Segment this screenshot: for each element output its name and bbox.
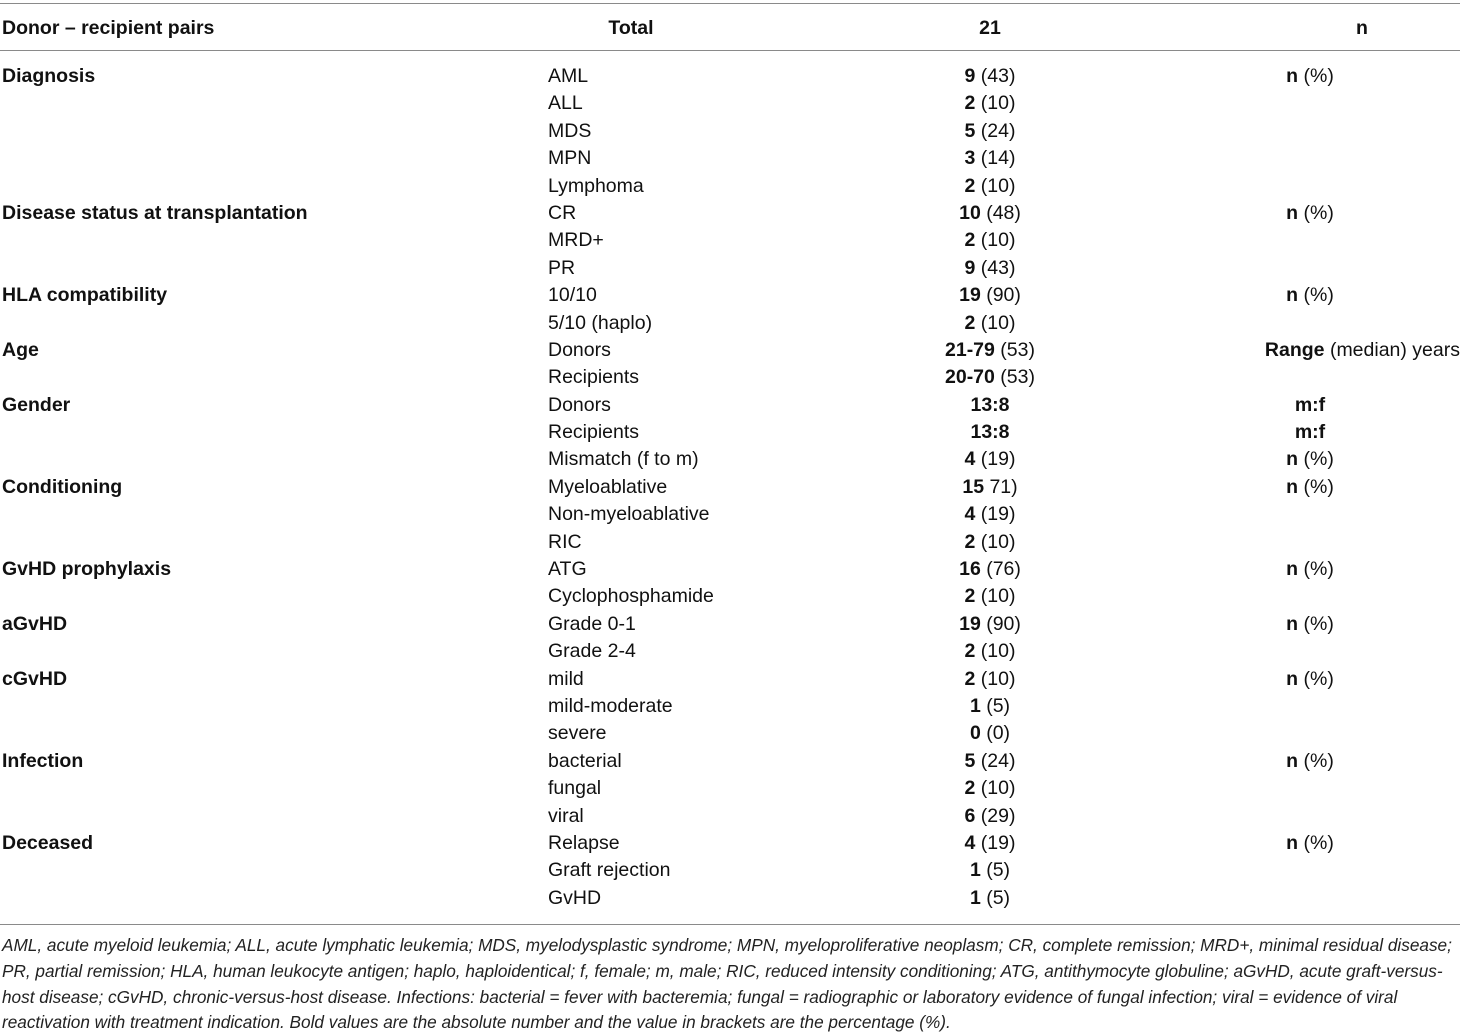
table-row xyxy=(0,145,1460,172)
row-value xyxy=(880,310,1100,337)
row-unit-suffix: (%) xyxy=(1298,612,1334,635)
row-value xyxy=(880,556,1100,583)
row-subcategory: GvHD xyxy=(548,886,602,909)
row-value xyxy=(880,775,1100,802)
table-row xyxy=(0,693,1460,720)
table-row xyxy=(0,227,1460,254)
row-subcategory: Grade 0-1 xyxy=(548,612,636,635)
row-unit xyxy=(1160,748,1460,775)
row-category: cGvHD xyxy=(2,667,68,690)
row-value-absolute: 0 xyxy=(969,722,981,745)
table-row xyxy=(0,529,1460,556)
row-unit-suffix: (%) xyxy=(1298,65,1334,87)
row-value-absolute: 2 xyxy=(964,311,976,334)
row-unit-suffix: (%) xyxy=(1298,749,1334,772)
row-value xyxy=(880,173,1100,200)
row-subcategory: Cyclophosphamide xyxy=(548,585,714,608)
row-value-absolute: 13:8 xyxy=(970,421,1010,444)
row-value xyxy=(880,392,1100,419)
table-row xyxy=(0,474,1460,501)
row-category: Age xyxy=(2,338,39,361)
table-row xyxy=(0,720,1460,747)
row-unit-label: n xyxy=(1286,448,1299,471)
row-value-absolute: 19 xyxy=(959,612,981,635)
row-subcategory: AML xyxy=(548,65,589,87)
row-unit xyxy=(1160,200,1460,227)
table-row xyxy=(0,501,1460,528)
row-unit xyxy=(1160,419,1460,446)
row-value xyxy=(880,364,1100,391)
row-value-absolute: 2 xyxy=(964,530,976,553)
row-value xyxy=(880,720,1100,747)
row-value xyxy=(880,255,1100,282)
row-value-percentage: (53) xyxy=(994,338,1035,361)
row-subcategory: CR xyxy=(548,201,577,224)
table-row xyxy=(0,200,1460,227)
row-value-absolute: 9 xyxy=(964,256,976,279)
table-row xyxy=(0,885,1460,912)
table-row xyxy=(0,255,1460,282)
row-value-absolute: 21-79 xyxy=(945,338,995,361)
table-row xyxy=(0,556,1460,583)
row-value xyxy=(880,118,1100,145)
row-value-absolute: 5 xyxy=(964,119,976,142)
row-subcategory: MDS xyxy=(548,119,592,142)
row-category: Conditioning xyxy=(2,475,123,498)
row-value-percentage: (10) xyxy=(975,777,1016,800)
row-value-percentage: (10) xyxy=(975,530,1016,553)
row-value xyxy=(880,90,1100,117)
row-subcategory: MPN xyxy=(548,147,592,170)
row-unit-label: n xyxy=(1286,475,1299,498)
row-value xyxy=(880,474,1100,501)
table-row xyxy=(0,748,1460,775)
row-value xyxy=(880,200,1100,227)
table-row xyxy=(0,803,1460,830)
row-value-absolute: 4 xyxy=(964,831,976,854)
row-unit-label: n xyxy=(1286,65,1299,87)
row-category: Infection xyxy=(2,749,84,772)
row-value xyxy=(880,857,1100,884)
row-unit-label: n xyxy=(1286,667,1299,690)
row-subcategory: Myeloablative xyxy=(548,475,668,498)
row-value-percentage: (10) xyxy=(975,229,1016,252)
table-row xyxy=(0,830,1460,857)
row-subcategory: Graft rejection xyxy=(548,859,671,882)
table-row xyxy=(0,63,1460,90)
row-value-percentage: (5) xyxy=(980,859,1011,882)
row-value-absolute: 2 xyxy=(964,92,976,115)
row-unit-suffix: (%) xyxy=(1298,667,1334,690)
row-subcategory: Recipients xyxy=(548,421,640,444)
row-subcategory: RIC xyxy=(548,530,582,553)
row-subcategory: bacterial xyxy=(548,749,622,772)
table-row xyxy=(0,282,1460,309)
table-row xyxy=(0,857,1460,884)
table-row xyxy=(0,583,1460,610)
row-value-percentage: (29) xyxy=(975,804,1016,827)
row-value-absolute: 20-70 xyxy=(945,366,995,389)
row-value-percentage: (10) xyxy=(975,311,1016,334)
row-subcategory: ALL xyxy=(548,92,583,115)
table-row xyxy=(0,310,1460,337)
row-value xyxy=(880,419,1100,446)
table-row xyxy=(0,90,1460,117)
row-value-absolute: 2 xyxy=(964,640,976,663)
row-value-percentage: (19) xyxy=(975,503,1016,526)
row-value xyxy=(880,611,1100,638)
header-donor-recipient-pairs: Donor – recipient pairs xyxy=(2,17,215,39)
row-value xyxy=(880,145,1100,172)
row-subcategory: mild-moderate xyxy=(548,694,673,717)
row-unit-suffix: (%) xyxy=(1298,201,1334,224)
row-subcategory: ATG xyxy=(548,558,587,581)
row-unit xyxy=(1160,446,1460,473)
row-value xyxy=(880,529,1100,556)
row-value-percentage: (53) xyxy=(994,366,1035,389)
row-subcategory: MRD+ xyxy=(548,229,604,252)
table-row xyxy=(0,118,1460,145)
row-value-absolute: 13:8 xyxy=(970,393,1010,416)
row-value xyxy=(880,282,1100,309)
row-value-absolute: 5 xyxy=(964,749,976,772)
row-value-percentage: (24) xyxy=(975,119,1016,142)
row-unit-label: m:f xyxy=(1294,421,1326,444)
row-value xyxy=(880,830,1100,857)
row-subcategory: viral xyxy=(548,804,584,827)
row-unit-label: n xyxy=(1286,201,1299,224)
row-unit xyxy=(1160,63,1460,90)
row-value-percentage: (10) xyxy=(975,667,1016,690)
row-value-percentage: (19) xyxy=(975,448,1016,471)
row-subcategory: fungal xyxy=(548,777,602,800)
row-value-absolute: 4 xyxy=(964,448,976,471)
row-subcategory: 10/10 xyxy=(548,284,597,307)
header-unit: n xyxy=(1356,17,1368,39)
table-row xyxy=(0,611,1460,638)
row-value-percentage: (10) xyxy=(975,640,1016,663)
row-value xyxy=(880,337,1100,364)
table-row xyxy=(0,638,1460,665)
row-value-absolute: 1 xyxy=(969,859,981,882)
table-row xyxy=(0,173,1460,200)
row-value-percentage: (0) xyxy=(980,722,1011,745)
row-value-absolute: 1 xyxy=(969,694,981,717)
row-unit-label: n xyxy=(1286,612,1299,635)
row-value-absolute: 2 xyxy=(964,667,976,690)
row-unit-suffix: (%) xyxy=(1298,448,1334,471)
row-value xyxy=(880,583,1100,610)
row-unit-label: n xyxy=(1286,831,1299,854)
table-row xyxy=(0,446,1460,473)
row-value xyxy=(880,446,1100,473)
row-value-absolute: 6 xyxy=(964,804,976,827)
row-value-absolute: 19 xyxy=(959,284,981,307)
row-value-absolute: 4 xyxy=(964,503,976,526)
table-row xyxy=(0,392,1460,419)
row-value-percentage: (43) xyxy=(975,65,1016,87)
row-subcategory: Donors xyxy=(548,338,611,361)
row-value-absolute: 9 xyxy=(964,65,976,87)
row-unit xyxy=(1160,337,1460,364)
table-row xyxy=(0,666,1460,693)
row-value-percentage: (90) xyxy=(980,284,1021,307)
row-value-percentage: (10) xyxy=(975,92,1016,115)
row-unit xyxy=(1160,611,1460,638)
row-category: aGvHD xyxy=(2,612,68,635)
row-subcategory: Mismatch (f to m) xyxy=(548,448,699,471)
row-unit-suffix: (%) xyxy=(1298,284,1334,307)
header-total-count: 21 xyxy=(979,17,1001,39)
row-unit xyxy=(1160,830,1460,857)
row-value-absolute: 2 xyxy=(964,777,976,800)
row-value-absolute: 3 xyxy=(964,147,976,170)
table-body xyxy=(0,63,1460,912)
row-value xyxy=(880,885,1100,912)
row-unit-suffix: (median) years xyxy=(1324,338,1460,361)
row-value-percentage: (14) xyxy=(975,147,1016,170)
row-value-percentage: (19) xyxy=(975,831,1016,854)
table-row xyxy=(0,775,1460,802)
row-value-percentage: (90) xyxy=(980,612,1021,635)
row-value-percentage: (10) xyxy=(975,585,1016,608)
row-unit-suffix: (%) xyxy=(1298,475,1334,498)
row-unit-label: n xyxy=(1286,284,1299,307)
row-subcategory: severe xyxy=(548,722,607,745)
row-subcategory: Recipients xyxy=(548,366,640,389)
row-category: GvHD prophylaxis xyxy=(2,558,172,581)
row-category: Gender xyxy=(2,393,71,416)
row-category: Deceased xyxy=(2,831,94,854)
row-value xyxy=(880,63,1100,90)
table-top-rule xyxy=(0,3,1460,4)
row-unit-label: n xyxy=(1286,558,1299,581)
row-value-absolute: 2 xyxy=(964,174,976,197)
table-bottom-rule xyxy=(0,924,1460,925)
row-value xyxy=(880,501,1100,528)
row-subcategory: Relapse xyxy=(548,831,620,854)
row-unit xyxy=(1160,556,1460,583)
row-unit-suffix: (%) xyxy=(1298,558,1334,581)
row-value xyxy=(880,748,1100,775)
row-unit-suffix: (%) xyxy=(1298,831,1334,854)
row-value xyxy=(880,666,1100,693)
row-subcategory: mild xyxy=(548,667,584,690)
row-subcategory: Grade 2-4 xyxy=(548,640,636,663)
row-unit xyxy=(1160,282,1460,309)
row-subcategory: PR xyxy=(548,256,576,279)
row-value-absolute: 10 xyxy=(959,201,981,224)
row-category: Diagnosis xyxy=(2,65,96,87)
row-value-percentage: (48) xyxy=(980,201,1021,224)
row-value xyxy=(880,227,1100,254)
row-value-absolute: 2 xyxy=(964,585,976,608)
table-row xyxy=(0,364,1460,391)
row-value-percentage: (5) xyxy=(980,694,1011,717)
row-value-percentage: (10) xyxy=(975,174,1016,197)
row-unit-label: Range xyxy=(1264,338,1325,361)
row-subcategory: Non-myeloablative xyxy=(548,503,710,526)
row-value-percentage: (76) xyxy=(980,558,1021,581)
row-value-percentage: 71) xyxy=(984,475,1018,498)
row-subcategory: 5/10 (haplo) xyxy=(548,311,653,334)
row-value-absolute: 16 xyxy=(959,558,981,581)
row-unit xyxy=(1160,392,1460,419)
row-value-percentage: (24) xyxy=(975,749,1016,772)
row-value-absolute: 1 xyxy=(969,886,981,909)
row-value xyxy=(880,693,1100,720)
table-header-rule xyxy=(0,50,1460,51)
row-value-percentage: (43) xyxy=(975,256,1016,279)
row-unit-label: n xyxy=(1286,749,1299,772)
row-value-percentage: (5) xyxy=(980,886,1011,909)
header-total: Total xyxy=(608,17,654,39)
row-subcategory: Lymphoma xyxy=(548,174,644,197)
row-value xyxy=(880,803,1100,830)
row-category: HLA compatibility xyxy=(2,284,168,307)
row-value-absolute: 2 xyxy=(964,229,976,252)
table-row xyxy=(0,337,1460,364)
table-row xyxy=(0,419,1460,446)
row-category: Disease status at transplantation xyxy=(2,201,308,224)
row-subcategory: Donors xyxy=(548,393,611,416)
row-unit-label: m:f xyxy=(1294,393,1326,416)
row-value xyxy=(880,638,1100,665)
row-unit xyxy=(1160,474,1460,501)
table-footnote: AML, acute myeloid leukemia; ALL, acute lymphatic leukemia; MDS, myelodysplastic syndrome; MPN, myeloproliferative neoplasm; CR, complete remission; MRD+, minimal residual disease; PR, partial remission; HLA, human leukocyte antigen; haplo, haploidentical; f, female; m, male; RIC, reduced intensity conditioning; ATG, antithymocyte globuline; aGvHD, acute graft-versus-host disease; cGvHD, chronic-versus-host disease. Infections: bacterial = fever with bacteremia; fungal = radiographic or laboratory evidence of fungal infection; viral = evidence of viral reactivation with treatment indication. Bold values are the absolute number and the value in brackets are the percentage (%). xyxy=(2,935,1452,1033)
row-unit xyxy=(1160,666,1460,693)
row-value-absolute: 15 xyxy=(962,475,985,498)
